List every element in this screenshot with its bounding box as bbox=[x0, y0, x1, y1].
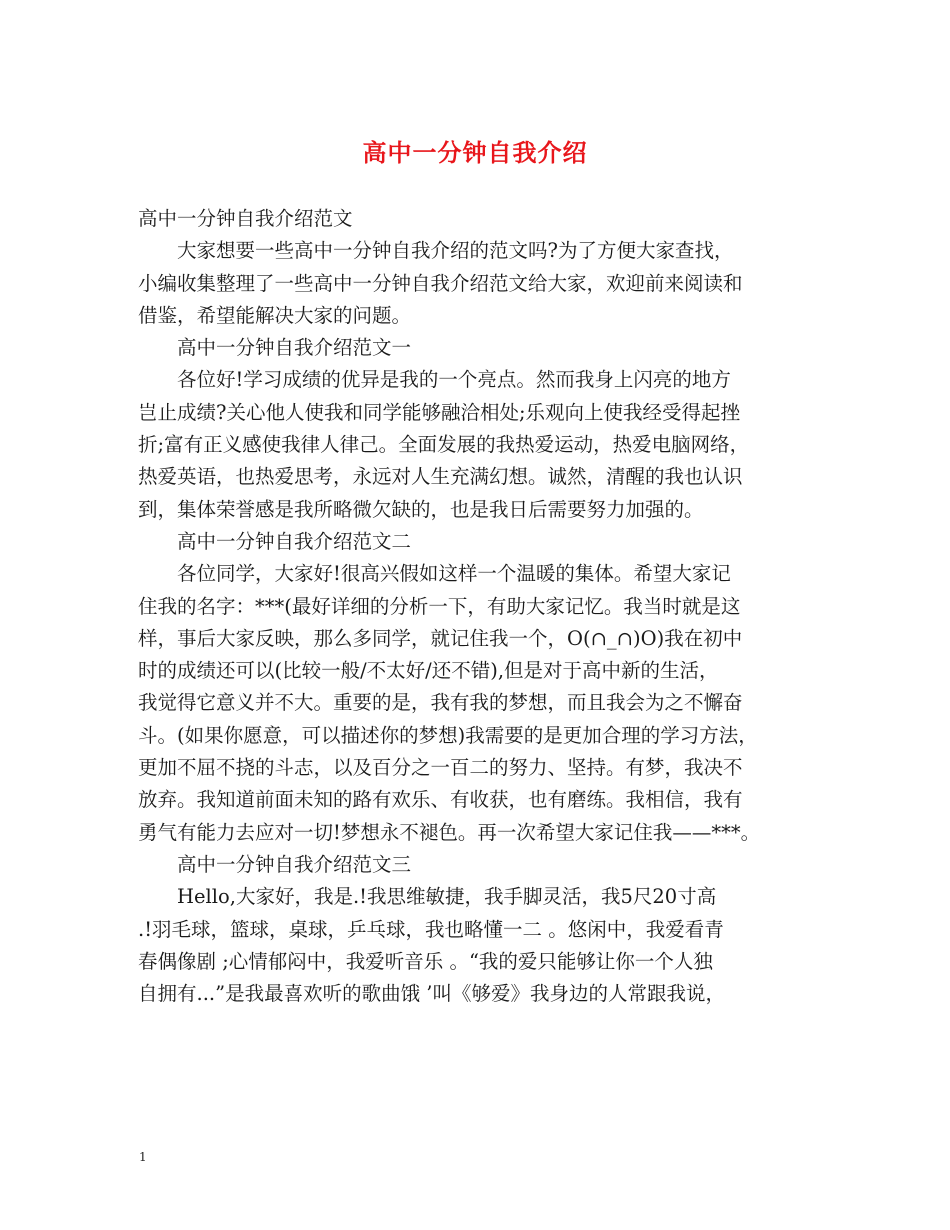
text-line: 自拥有...”是我最喜欢听的歌曲饿 ’叫《够爱》我身边的人常跟我说， bbox=[138, 982, 725, 1006]
text-line: 高中一分钟自我介绍范文三 bbox=[177, 852, 412, 876]
page-number: 1 bbox=[139, 1150, 147, 1164]
text-line: 岂止成绩?关心他人使我和同学能够融洽相处;乐观向上使我经受得起挫 bbox=[138, 400, 741, 424]
text-line: 斗。(如果你愿意，可以描述你的梦想)我需要的是更加合理的学习方法， bbox=[138, 723, 758, 747]
text-line: 到，集体荣誉感是我所略微欠缺的，也是我日后需要努力加强的。 bbox=[138, 497, 704, 521]
text-line: 春偶像剧 ;心情郁闷中，我爱听音乐 。“我的爱只能够让你一个人独 bbox=[138, 949, 713, 973]
paragraph bbox=[138, 203, 828, 235]
text-line: 住我的名字：***(最好详细的分析一下，有助大家记忆。我当时就是这 bbox=[138, 594, 741, 618]
text-line: Hello,大家好，我是.!我思维敏捷，我手脚灵活，我5尺20寸高 bbox=[177, 885, 717, 909]
text-line: 高中一分钟自我介绍范文 bbox=[138, 207, 353, 230]
text-line: 大家想要一些高中一分钟自我介绍的范文吗?为了方便大家查找， bbox=[177, 239, 734, 263]
document-title: 高中一分钟自我介绍 bbox=[362, 138, 588, 167]
paragraph bbox=[138, 332, 828, 364]
text-line: 高中一分钟自我介绍范文二 bbox=[177, 529, 412, 553]
text-line: 各位好!学习成绩的优异是我的一个亮点。然而我身上闪亮的地方 bbox=[177, 368, 731, 392]
text-line: 高中一分钟自我介绍范文一 bbox=[177, 336, 412, 360]
text-line: 更加不屈不挠的斗志，以及百分之一百二的努力、坚持。有梦，我决不 bbox=[138, 756, 743, 780]
text-line: 我觉得它意义并不大。重要的是，我有我的梦想，而且我会为之不懈奋 bbox=[138, 691, 743, 715]
text-line: 折;富有正义感使我律人律己。全面发展的我热爱运动，热爱电脑网络， bbox=[138, 433, 750, 457]
text-line: 热爱英语，也热爱思考，永远对人生充满幻想。诚然，清醒的我也认识 bbox=[138, 465, 743, 489]
text-line: 小编收集整理了一些高中一分钟自我介绍范文给大家，欢迎前来阅读和 bbox=[138, 271, 743, 295]
paragraph bbox=[138, 558, 828, 849]
paragraph bbox=[138, 526, 828, 558]
text-line: 借鉴，希望能解决大家的问题。 bbox=[138, 303, 412, 327]
text-line: 各位同学，大家好!很高兴假如这样一个温暖的集体。希望大家记 bbox=[177, 562, 731, 586]
paragraph bbox=[138, 235, 828, 332]
text-line: 样，事后大家反映，那么多同学，就记住我一个，O(∩_∩)O)我在初中 bbox=[138, 626, 743, 650]
paragraph bbox=[138, 364, 828, 525]
text-line: 勇气有能力去应对一切!梦想永不褪色。再一次希望大家记住我——***。 bbox=[138, 820, 761, 844]
text-line: 时的成绩还可以(比较一般/不太好/还不错),但是对于高中新的生活， bbox=[138, 659, 719, 683]
paragraph bbox=[138, 849, 828, 881]
text-line: 放弃。我知道前面未知的路有欢乐、有收获，也有磨练。我相信，我有 bbox=[138, 788, 743, 812]
paragraph bbox=[138, 881, 828, 1010]
document-body bbox=[138, 203, 828, 1010]
text-line: .!羽毛球，篮球，桌球，乒乓球，我也略懂一二 。悠闲中，我爱看青 bbox=[138, 917, 724, 941]
